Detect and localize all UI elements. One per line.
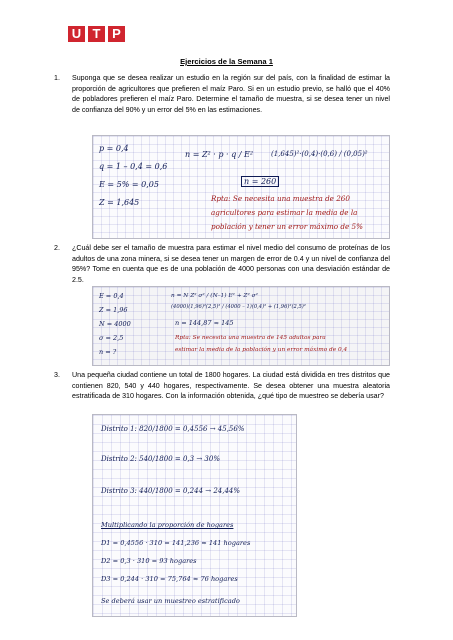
logo-letter-t: T (88, 26, 105, 42)
hw-formula: n = Z² · p · q / E² (185, 150, 254, 159)
hw-given-z: Z = 1,96 (99, 306, 128, 314)
hw-line-district-1: Distrito 1: 820/1800 = 0,4556 → 45,56% (101, 425, 245, 433)
utp-logo (68, 26, 125, 42)
hw-given-q: q = 1 – 0,4 = 0,6 (99, 162, 168, 171)
hw-answer-line-2: agricultores para estimar la media de la (211, 208, 358, 217)
hw-given-e: E = 5% = 0,05 (99, 180, 159, 189)
hw-given-sigma: σ = 2,5 (99, 334, 124, 342)
logo-letter-u: U (68, 26, 85, 42)
hw-result: n = 260 (241, 176, 279, 187)
hw-line-d1: D1 = 0,4556 · 310 = 141,236 ≈ 141 hogares (101, 539, 251, 547)
page-title: Ejercicios de la Semana 1 (180, 57, 273, 66)
hw-line-d2: D2 = 0,3 · 310 = 93 hogares (101, 557, 197, 565)
question-2 (54, 243, 390, 285)
hw-given-e: E = 0,4 (99, 292, 124, 300)
hw-answer-line-1: Rpta: Se necesita una muestra de 145 adultos para (175, 335, 326, 341)
question-text: Suponga que se desea realizar un estudio en la región sur del país, con la finalidad de estimar la proporción de agricultores que prefieren el maíz Paro. Si en un estudio previo, se halló que el 40% de pobladores prefieren el maíz Paro. Determine el tamaño de muestra, si se desea tener un nivel de confianza del 90% y un error del 5% en las estimaciones. (72, 74, 390, 114)
handwritten-solution-2 (92, 286, 390, 366)
question-number: 2. (54, 244, 60, 252)
handwritten-solution-3 (92, 414, 297, 617)
logo-letter-p: P (108, 26, 125, 42)
hw-line-d3: D3 = 0,244 · 310 = 75,764 ≈ 76 hogares (101, 575, 238, 583)
question-number: 1. (54, 74, 60, 82)
hw-line-district-2: Distrito 2: 540/1800 = 0,3 → 30% (101, 455, 220, 463)
hw-line-district-3: Distrito 3: 440/1800 = 0,244 → 24,44% (101, 487, 241, 495)
hw-calculation: (4000)(1,96)²(2,5)² / (4000 – 1)(0,4)² + (1,96)²(2,5)² (171, 304, 306, 310)
hw-line-heading: Multiplicando la proporción de hogares (101, 521, 234, 529)
question-text: ¿Cuál debe ser el tamaño de muestra para estimar el nivel medio del consumo de proteínas de los adultos de una zona minera, si se desea tener un margen de error de 0.4 y un nivel de confianza del 95%? Tome en cuenta que es de una población de 4000 personas con una desviación estándar de 2.5. (72, 244, 390, 284)
hw-line-conclusion: Se deberá usar un muestreo estratificado (101, 597, 240, 605)
hw-formula: n = N Z² σ² / (N–1) E² + Z² σ² (171, 293, 258, 299)
question-number: 3. (54, 371, 60, 379)
question-text: Una pequeña ciudad contiene un total de 1800 hogares. La ciudad está dividida en tres distritos que contienen 820, 540 y 440 hogares, respectivamente. Se desea obtener una muestra aleatoria estratificada de 310 hogares. Con la información obtenida, ¿qué tipo de muestreo se debería usar? (72, 371, 390, 401)
hw-answer-line-3: población y tener un error máximo de 5% (211, 222, 363, 231)
hw-given-unknown: n = ? (99, 348, 117, 356)
hw-answer-line-1: Rpta: Se necesita una muestra de 260 (211, 194, 350, 203)
hw-answer-line-2: estimar la media de la población y un error máximo de 0,4 (175, 347, 348, 353)
hw-result: n = 144,87 ≈ 145 (175, 319, 234, 327)
hw-calculation: (1,645)²·(0,4)·(0,6) / (0,05)² (271, 150, 368, 158)
handwritten-solution-1 (92, 135, 390, 239)
hw-given-p: p = 0,4 (99, 144, 129, 153)
question-3 (54, 370, 390, 402)
question-1 (54, 73, 390, 115)
hw-given-z: Z = 1,645 (99, 198, 140, 207)
hw-given-n: N = 4000 (99, 320, 131, 328)
